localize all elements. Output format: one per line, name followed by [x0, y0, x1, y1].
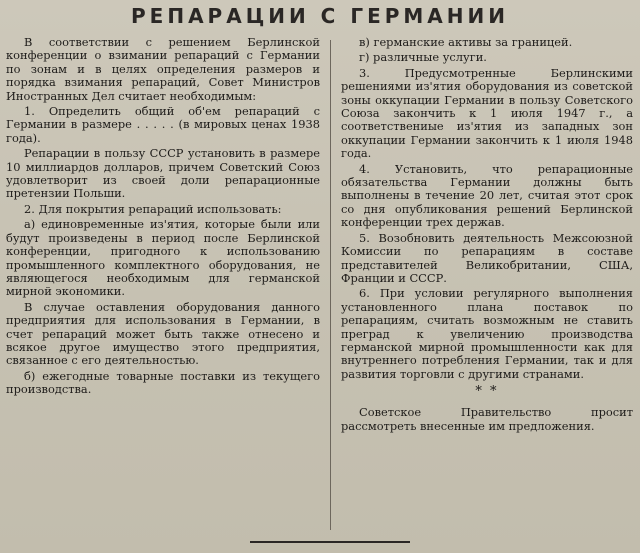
paragraph: В случае оставления оборудования данного предприятия для использования в Германии, в счет репараций может быть также отнесено и всякое другое имущество этого предприятия, связанное с его деятельностью. [6, 299, 320, 368]
bottom-rule [250, 541, 410, 543]
separator-stars: * * [475, 384, 499, 400]
left-column [6, 36, 320, 399]
paragraph: 6. При условии регулярного выполнения установленного плана поставок по репарациям, считать возможным не ставить преград к увеличению производства германской мирной промышленности как для внутреннего потребления Германии, так и для развития торговли с другими странами. [341, 286, 633, 381]
closing-paragraph: Советское Правительство просит рассмотреть внесенные им предложения. [341, 405, 633, 433]
paragraph: б) ежегодные товарные поставки из текущего производства. [6, 368, 320, 397]
paragraph: В соответствии с решением Берлинской конференции о взимании репараций с Германии по зонам и в целях определения размеров и порядка взимания репараций, Совет Министров Иностранных Дел считает необходимым: [6, 35, 320, 103]
paragraph: 4. Установить, что репарационные обязательства Германии должны быть выполнены в течение 20 лет, считая этот срок со дня опубликования решений Берлинской конференции трех держав. [341, 161, 633, 230]
paragraph: 2. Для покрытия репараций использовать: [24, 201, 282, 216]
paragraph: 1. Определить общий об'ем репараций с Германии в размере . . . . . (в мировых ценах 1938 года). [6, 104, 320, 145]
article-title: РЕПАРАЦИИ С ГЕРМАНИИ [131, 4, 509, 28]
paragraph: а) единовременные из'ятия, которые были или будут произведены в период после Берлинской конференции, пригодного к использованию промышленного комплектного оборудования, не являющегося необходимым для германской мирной экономики. [6, 217, 320, 299]
paragraph: 5. Возобновить деятельность Межсоюзной Комиссии по репарациям в составе представителей Великобритании, США, Франции и СССР. [341, 230, 633, 285]
paragraph: в) германские активы за границей. [359, 35, 573, 49]
right-column [341, 36, 633, 435]
paragraph: г) различные услуги. [359, 50, 487, 65]
column-divider [330, 40, 331, 530]
paragraph: 3. Предусмотренные Берлинскими решениями из'ятия оборудования из советской зоны оккупации Германии в пользу Советского Союза закончить к 1 июля 1947 г., а соответствениые из'ятия из западных зон оккупации Германии закончить к 1 июля 1948 года. [341, 65, 633, 161]
paragraph: Репарации в пользу СССР установить в размере 10 миллиардов долларов, причем Советский Союз удовлетворит из своей доли репарационные претензии Польши. [6, 146, 320, 201]
